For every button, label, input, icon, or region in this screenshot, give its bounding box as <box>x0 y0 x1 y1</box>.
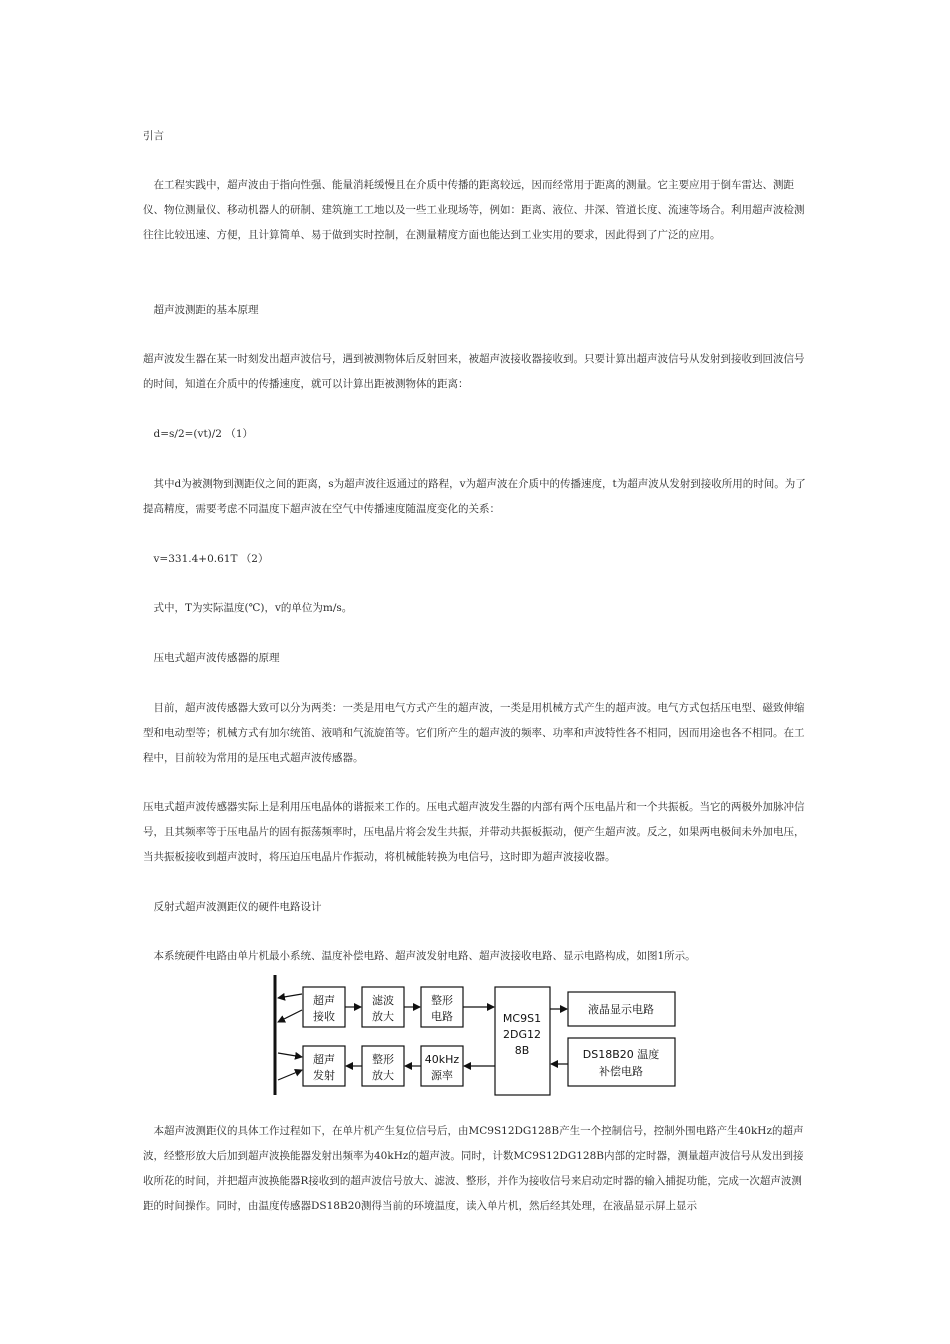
paragraph-principle: 超声波发生器在某一时刻发出超声波信号，遇到被测物体后反射回来，被超声波接收器接收到。只要计算出超声波信号从发射到接收到回波信号的时间，知道在介质中的传播速度，就可以计算出距被测物体的距离： <box>143 353 805 390</box>
paragraph-intro: 在工程实践中，超声波由于指向性强、能量消耗缓慢且在介质中传播的距离较远，因而经常用于距离的测量。它主要应用于倒车雷达、测距仪、物位测量仪、移动机器人的研制、建筑施工工地以及一些工业现场等，例如：距离、液位、井深、管道长度、流速等场合。利用超声波检测往往比较迅速、方便，且计算简单、易于做到实时控制，在测量精度方面也能达到工业实用的要求，因此得到了广泛的应用。 <box>143 179 805 241</box>
paragraph-working-process: 本超声波测距仪的具体工作过程如下，在单片机产生复位信号后，由MC9S12DG128B产生一个控制信号，控制外围电路产生40kHz的超声波，经整形放大后加到超声波换能器发射出频率为40kHz的超声波。同时，计数MC9S12DG128B内部的定时器，测量超声波信号从发出到接收所花的时间，并把超声波换能器R接收到的超声波信号放大、滤波、整形，并作为接收信号来启动定时器的输入捕捉功能，完成一次超声波测距的时间操作。同时，由温度传感器DS18B20测得当前的环境温度，读入单片机，然后经其处理，在液晶显示屏上显示 <box>143 1125 804 1212</box>
receive-arrow-2 <box>278 1010 302 1022</box>
svg-text:源率: 源率 <box>431 1069 453 1082</box>
box-mcu <box>495 987 550 1095</box>
svg-text:液晶显示电路: 液晶显示电路 <box>588 1003 654 1016</box>
section-heading-principle: 超声波测距的基本原理 <box>143 304 259 316</box>
svg-text:电路: 电路 <box>431 1010 453 1023</box>
paragraph-temperature: 式中，T为实际温度(℃)，v的单位为m/s。 <box>143 602 353 614</box>
svg-text:发射: 发射 <box>313 1069 335 1082</box>
paragraph-sensor-types: 目前，超声波传感器大致可以分为两类：一类是用电气方式产生的超声波，一类是用机械方式产生的超声波。电气方式包括压电型、磁致伸缩型和电动型等；机械方式有加尔统笛、液哨和气流旋笛等。它们所产生的超声波的频率、功率和声波特性各不相同，因而用途也各不相同。在工程中，目前较为常用的是压电式超声波传感器。 <box>143 702 805 764</box>
svg-text:滤波: 滤波 <box>372 994 394 1007</box>
svg-text:DS18B20 温度: DS18B20 温度 <box>582 1048 660 1061</box>
svg-text:2DG12: 2DG12 <box>503 1028 541 1041</box>
svg-text:整形: 整形 <box>372 1053 394 1066</box>
box-transmit <box>303 1046 345 1086</box>
box-shaping-amp <box>362 1046 404 1086</box>
svg-text:补偿电路: 补偿电路 <box>599 1065 643 1078</box>
block-diagram <box>262 970 692 1100</box>
box-40khz-source <box>421 1046 463 1086</box>
receive-arrow-1 <box>278 994 302 998</box>
svg-text:接收: 接收 <box>313 1010 335 1023</box>
box-receive <box>303 987 345 1027</box>
transmit-arrow-2 <box>278 1070 302 1080</box>
paragraph-hardware: 本系统硬件电路由单片机最小系统、温度补偿电路、超声波发射电路、超声波接收电路、显示电路构成，如图1所示。 <box>143 950 696 962</box>
formula-2: v=331.4+0.61T （2） <box>143 553 269 565</box>
section-heading-hardware: 反射式超声波测距仪的硬件电路设计 <box>143 901 322 913</box>
formula-1: d=s/2=(vt)/2 （1） <box>143 428 254 440</box>
svg-text:整形: 整形 <box>431 994 453 1007</box>
transmit-arrow-1 <box>278 1053 302 1057</box>
svg-text:超声: 超声 <box>313 994 335 1007</box>
svg-text:40kHz: 40kHz <box>424 1053 460 1066</box>
section-heading-intro: 引言 <box>143 130 164 142</box>
paragraph-piezo: 压电式超声波传感器实际上是利用压电晶体的谐振来工作的。压电式超声波发生器的内部有两个压电晶片和一个共振板。当它的两极外加脉冲信号，且其频率等于压电晶片的固有振荡频率时，压电晶片将会发生共振，并带动共振板振动，便产生超声波。反之，如果两电极间未外加电压，当共振板接收到超声波时，将压迫压电晶片作振动，将机械能转换为电信号，这时即为超声波接收器。 <box>143 801 805 863</box>
box-lcd <box>568 992 675 1026</box>
svg-text:放大: 放大 <box>372 1069 394 1082</box>
svg-text:超声: 超声 <box>313 1053 335 1066</box>
box-ds18b20 <box>568 1038 675 1086</box>
svg-text:放大: 放大 <box>372 1010 394 1023</box>
svg-text:MC9S1: MC9S1 <box>502 1012 542 1025</box>
svg-text:8B: 8B <box>514 1044 530 1057</box>
paragraph-variables: 其中d为被测物到测距仪之间的距离，s为超声波往返通过的路程，v为超声波在介质中的传播速度，t为超声波从发射到接收所用的时间。为了提高精度，需要考虑不同温度下超声波在空气中传播速度随温度变化的关系： <box>143 478 806 515</box>
section-heading-piezo: 压电式超声波传感器的原理 <box>143 652 280 664</box>
box-filter-amp <box>362 987 404 1027</box>
box-shaping-circuit <box>421 987 463 1027</box>
